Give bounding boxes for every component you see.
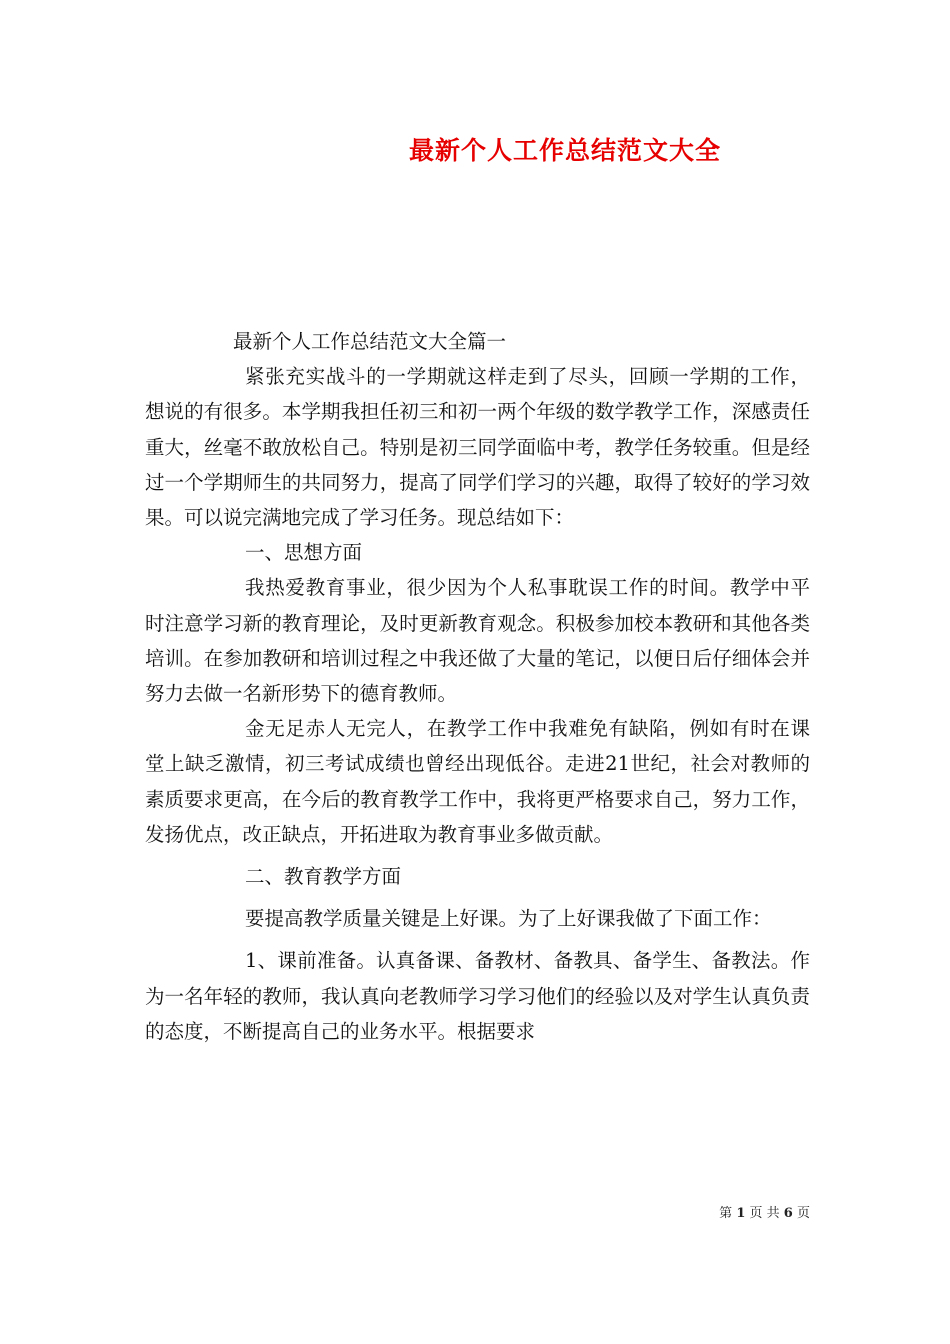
footer-middle: 页 共 (749, 1206, 780, 1221)
paragraph-thought: 我热爱教育事业，很少因为个人私事耽误工作的时间。教学中平时注意学习新的教育理论，及时更新教育观念。积极参加校本教研和其他各类培训。在参加教研和培训过程之中我还做了大量的笔记，以便日后仔细体会并努力去做一名新形势下的德育教师。 (145, 576, 810, 706)
footer-suffix: 页 (796, 1206, 810, 1221)
heading-teaching: 二、教育教学方面 (245, 865, 402, 889)
paragraph-intro: 紧张充实战斗的一学期就这样走到了尽头，回顾一学期的工作，想说的有很多。本学期我担任初三和初一两个年级的数学教学工作，深感责任重大，丝毫不敢放松自己。特别是初三同学面临中考，教学任务较重。但是经过一个学期师生的共同努力，提高了同学们学习的兴趣，取得了较好的学习效果。可以说完满地完成了学习任务。现总结如下： (145, 365, 810, 530)
footer-current-page: 1 (736, 1206, 746, 1221)
heading-thought: 一、思想方面 (245, 541, 363, 565)
page-footer (0, 1205, 810, 1223)
document-title: 最新个人工作总结范文大全 (408, 136, 721, 165)
paragraph-reflection: 金无足赤人无完人，在教学工作中我难免有缺陷，例如有时在课堂上缺乏激情，初三考试成绩也曾经出现低谷。走进21世纪，社会对教师的素质要求更高，在今后的教育教学工作中，我将更严格要求自己，努力工作，发扬优点，改正缺点，开拓进取为教育事业多做贡献。 (145, 717, 810, 846)
footer-prefix: 第 (719, 1206, 733, 1221)
document-body (145, 324, 810, 1049)
paragraph-teaching: 要提高教学质量关键是上好课。为了上好课我做了下面工作： (245, 907, 772, 931)
paragraph-preparation: 1、课前准备。认真备课、备教材、备教具、备学生、备教法。作为一名年轻的教师，我认真向老教师学习学习他们的经验以及对学生认真负责的态度，不断提高自己的业务水平。根据要求 (145, 949, 810, 1043)
section-title: 最新个人工作总结范文大全篇一 (233, 330, 507, 353)
footer-total-pages: 6 (783, 1206, 793, 1221)
